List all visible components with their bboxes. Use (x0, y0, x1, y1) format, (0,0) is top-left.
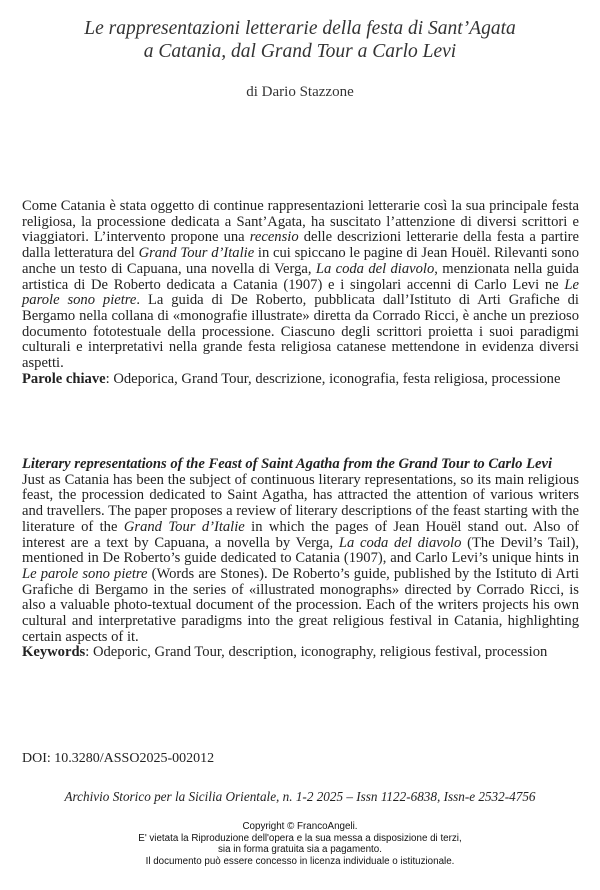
abstract-text-segment: Just as Catania has been the subject of continuous literary representations, so its main religious feast, the procession dedicated to Saint Agatha, has attracted the attention of various writers and travellers. The paper proposes a review of literary descriptions of the feast starting with the literature of the (22, 471, 579, 535)
keywords-label: Parole chiave (22, 370, 106, 387)
abstract-italian-text (22, 199, 579, 372)
abstract-italic-title: Grand Tour d’Italie (123, 518, 245, 535)
keywords-text: : Odeporic, Grand Tour, description, iconography, religious festival, procession (85, 644, 548, 661)
journal-citation: Archivio Storico per la Sicilia Orientale, n. 1-2 2025 – Issn 1122-6838, Issn-e 2532-4756 (64, 789, 536, 804)
abstract-text-segment: (The Devil’s Tail), mentioned in De Roberto’s guide dedicated to Catania (1907), and Carlo Levi’s unique hints in (22, 534, 579, 567)
abstract-italic-title: Le parole sono pietre (22, 565, 148, 582)
keywords-text: : Odeporica, Grand Tour, descrizione, iconografia, festa religiosa, processione (105, 370, 561, 387)
copyright-line: sia in forma gratuita sia a pagamento. (218, 844, 382, 856)
abstract-text-segment: (Words are Stones). De Roberto’s guide, published by the Istituto di Arti Grafiche di Bergamo in the series of «illustrated monographs» directed by Corrado Ricci, is also a valuable photo-textual document of the procession. Each of the writers projects his own cultural and interpretative paradigms into the great religious festival in Catania, highlighting certain aspects of it. (22, 565, 579, 645)
abstract-italic-title: Grand Tour d’Italie (138, 245, 255, 262)
abstract-text-segment: delle descrizioni letterarie della festa a partire dalla letteratura del (22, 229, 579, 262)
abstract-text-segment: in which the pages of Jean Houël stand out. Also of interest are a text by Capuana, a novella by Verga, (22, 518, 580, 551)
abstract-text-segment: . La guida di De Roberto, pubblicata dall’Istituto di Arti Grafiche di Bergamo nella collana di «monografie illustrate» diretta da Corrado Ricci, è anche un prezioso documento fototestuale della processione. Ciascuno degli scrittori proietta i suoi paradigmi culturali e interpretativi nella grande festa religiosa catanese mettendone in evidenza diversi aspetti. (22, 292, 579, 372)
author-byline: di Dario Stazzone (246, 84, 354, 100)
doi: DOI: 10.3280/ASSO2025-002012 (22, 751, 215, 766)
abstract-italic-title: La coda del diavolo (338, 534, 462, 551)
abstract-italian (22, 199, 579, 387)
copyright-line: E' vietata la Riproduzione dell'opera e la sua messa a disposizione di terzi, (138, 832, 462, 844)
copyright-notice (0, 821, 600, 867)
abstract-italic-title: Le parole sono pietre (22, 276, 579, 309)
abstract-english (22, 457, 579, 661)
keywords-english (22, 645, 579, 661)
abstract-text-segment: Come Catania è stata oggetto di continue rappresentazioni letterarie così la sua principale festa religiosa, la processione dedicata a Sant’Agata, ha suscitato l’attenzione di diversi scrittori e viaggiatori. L’intervento propone una (22, 198, 579, 246)
copyright-line: Copyright © FrancoAngeli. (242, 821, 358, 832)
abstract-italic-title: La coda del diavolo (315, 260, 435, 277)
keywords-italian (22, 372, 579, 388)
abstract-italic-term: recensio (249, 229, 299, 246)
abstract-english-text (22, 473, 579, 646)
abstract-text-segment: in cui spiccano le pagine di Jean Houël. Rilevanti sono anche un testo di Capuana, una novella di Verga, (22, 245, 579, 277)
article-title-line-2: a Catania, dal Grand Tour a Carlo Levi (143, 41, 457, 62)
abstract-text-segment: , menzionata nella guida artistica di De Roberto dedicata a Catania (1907) e i singolari accenni di Carlo Levi ne (22, 260, 580, 293)
article-title (20, 17, 580, 63)
english-title: Literary representations of the Feast of Saint Agatha from the Grand Tour to Carlo Levi (22, 456, 553, 472)
article-title-line-1: Le rappresentazioni letterarie della festa di Sant’Agata (84, 18, 516, 39)
copyright-line: Il documento può essere concesso in licenza individuale o istituzionale. (145, 855, 455, 867)
keywords-label: Keywords (22, 644, 86, 661)
